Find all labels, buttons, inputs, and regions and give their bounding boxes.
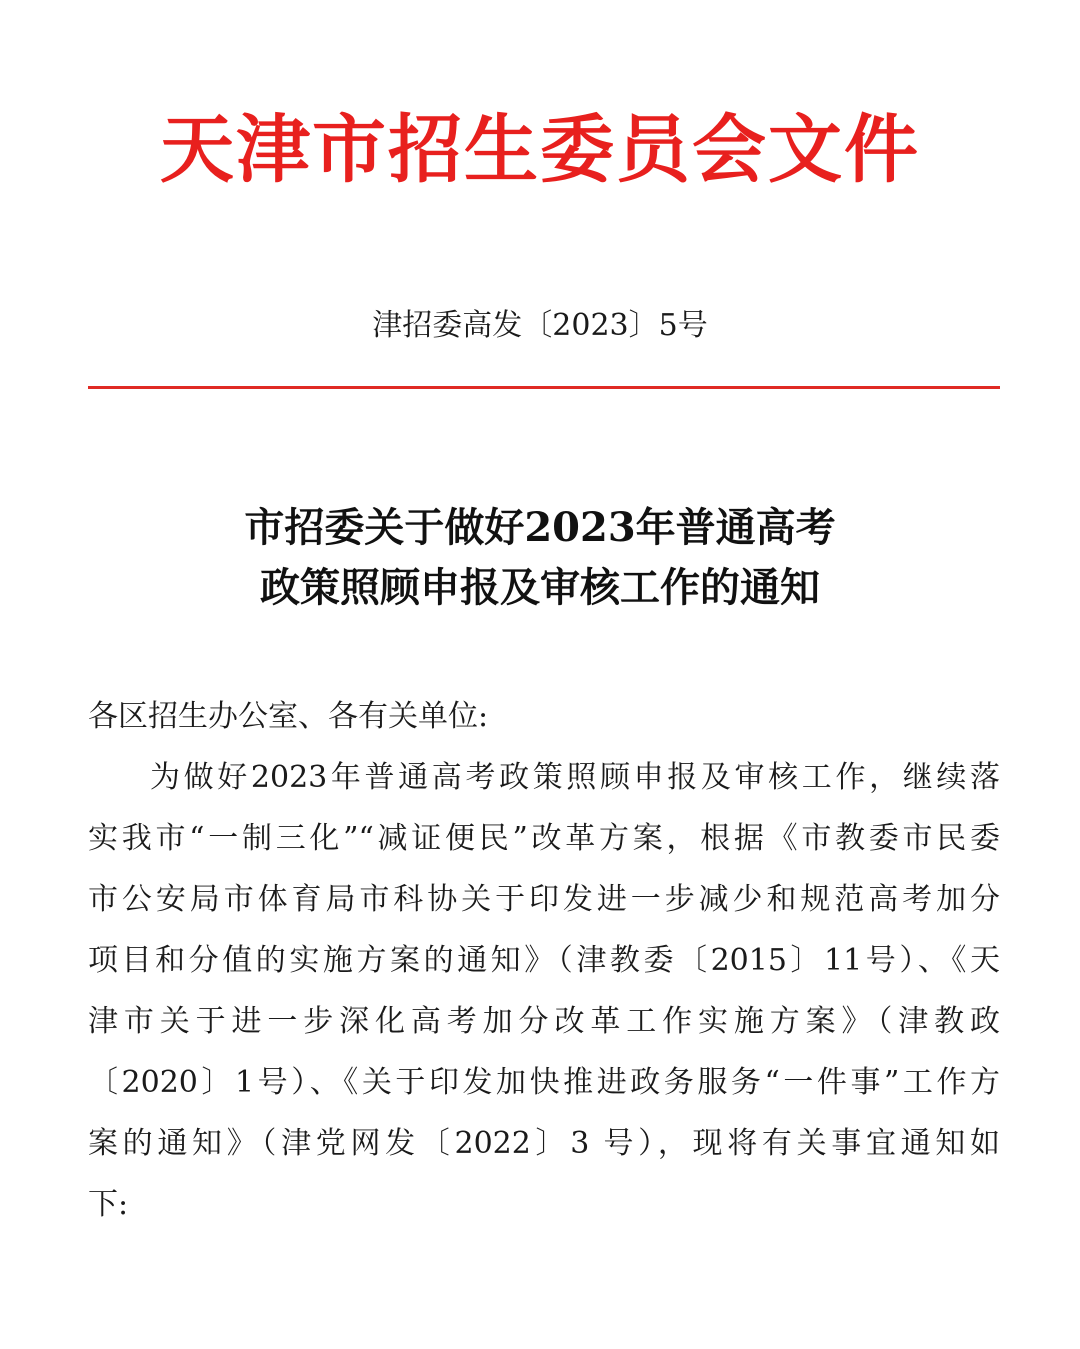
- paragraph-line: 津市关于进一步深化高考加分改革工作实施方案》（津教政: [88, 1004, 1000, 1039]
- red-divider: [88, 386, 1000, 389]
- document-header: 天津市招生委员会文件: [160, 107, 920, 193]
- paragraph-line: 下:: [88, 1187, 129, 1222]
- paragraph-line: 项目和分值的实施方案的通知》（津教委〔2015〕11号）、《天: [88, 943, 1000, 978]
- document-title: [0, 498, 1080, 618]
- paragraph-line: 实我市“一制三化”“减证便民”改革方案，根据《市教委市民委: [88, 821, 1000, 856]
- paragraph-line: 为做好2023年普通高考政策照顾申报及审核工作，继续落: [150, 760, 1000, 795]
- title-line-1: 市招委关于做好2023年普通高考: [244, 504, 836, 551]
- document-number: 津招委高发〔2023〕5号: [372, 308, 708, 343]
- salutation: 各区招生办公室、各有关单位:: [88, 699, 489, 734]
- title-line-2: 政策照顾申报及审核工作的通知: [260, 564, 820, 611]
- paragraph-line: 案的通知》（津党网发〔2022〕3 号），现将有关事宜通知如: [88, 1126, 1000, 1161]
- paragraph-line: 市公安局市体育局市科协关于印发进一步减少和规范高考加分: [88, 882, 1000, 917]
- document-body: [88, 686, 1000, 1235]
- paragraph-line: 〔2020〕1号）、《关于印发加快推进政务服务“一件事”工作方: [88, 1065, 1000, 1100]
